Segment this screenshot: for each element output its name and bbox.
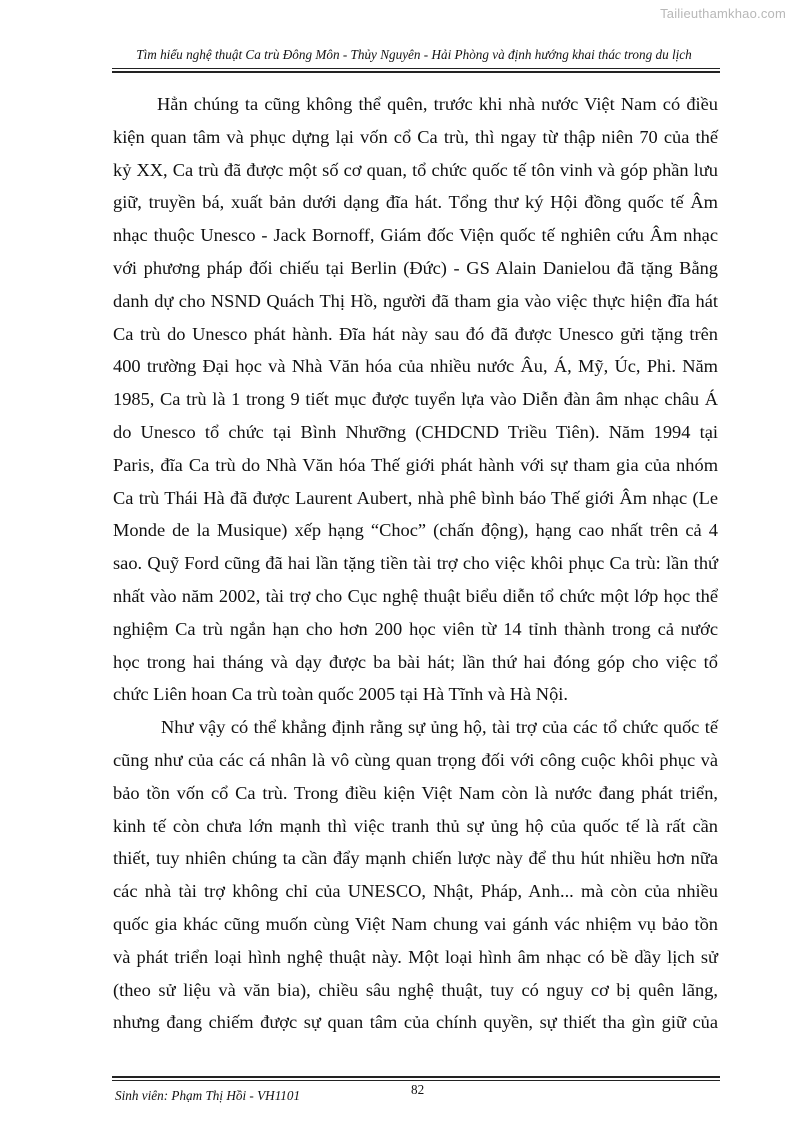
- paragraph-2-line: cũng như của các cá nhân là vô cùng quan trọng đối với công cuộc khôi phục và: [113, 749, 718, 770]
- footer-rule-thin: [112, 1080, 720, 1081]
- paragraph-2-line: thiết, tuy nhiên chúng ta cần đẩy mạnh chiến lược này để thu hút nhiều hơn nữa: [113, 848, 718, 869]
- paragraph-2-line: kinh tế còn chưa lớn mạnh thì việc tranh thủ sự ủng hộ của quốc tế là rất cần: [113, 815, 718, 836]
- body-text: [113, 88, 718, 1039]
- paragraph-2-line: nhưng đang chiếm được sự quan tâm của chính quyền, sự thiết tha gìn giữ của: [113, 1012, 718, 1033]
- paragraph-2-line: (theo sử liệu và văn bia), chiều sâu nghệ thuật, tuy có nguy cơ bị quên lãng,: [113, 979, 718, 1000]
- paragraph-1-line: giữ, truyền bá, xuất bản dưới dạng đĩa hát. Tổng thư ký Hội đồng quốc tế Âm: [113, 192, 718, 213]
- header-rule-thick: [112, 71, 720, 73]
- paragraph-1-line: nhạc thuộc Unesco - Jack Bornoff, Giám đốc Viện quốc tế nghiên cứu Âm nhạc: [113, 225, 718, 246]
- paragraph-2-line: bảo tồn vốn cổ Ca trù. Trong điều kiện Việt Nam còn là nước đang phát triển,: [113, 782, 718, 803]
- paragraph-1-line: Ca trù do Unesco phát hành. Đĩa hát này sau đó đã được Unesco gửi tặng trên: [113, 323, 718, 344]
- paragraph-1-line: do Unesco tổ chức tại Bình Nhưỡng (CHDCND Triều Tiên). Năm 1994 tại: [113, 421, 718, 442]
- footer-rule-thick: [112, 1076, 720, 1078]
- paragraph-2-line: quốc gia khác cũng muốn cùng Việt Nam chung vai gánh vác nhiệm vụ bảo tồn: [113, 913, 718, 934]
- watermark: Tailieuthamkhao.com: [660, 6, 786, 21]
- paragraph-1-line: Ca trù Thái Hà đã được Laurent Aubert, nhà phê bình báo Thế giới Âm nhạc (Le: [113, 487, 718, 508]
- paragraph-1-line: 400 trường Đại học và Nhà Văn hóa của nhiều nước Âu, Á, Mỹ, Úc, Phi. Năm: [113, 356, 718, 377]
- paragraph-1-line: kỷ XX, Ca trù đã được một số cơ quan, tổ chức quốc tế tôn vinh và góp phần lưu: [113, 159, 718, 180]
- paragraph-1-line: sao. Quỹ Ford cũng đã hai lần tặng tiền tài trợ cho việc khôi phục Ca trù: lần thứ: [113, 553, 718, 574]
- footer-author: Sinh viên: Phạm Thị Hồi - VH1101: [115, 1088, 301, 1103]
- running-header: Tìm hiểu nghệ thuật Ca trù Đông Môn - Thủy Nguyên - Hải Phòng và định hướng khai thác trong du lịch: [136, 47, 692, 62]
- paragraph-1-line: với phương pháp đối chiếu tại Berlin (Đức) - GS Alain Danielou đã tặng Bằng: [113, 257, 718, 278]
- paragraph-1-line: kiện quan tâm và phục dựng lại vốn cổ Ca trù, thì ngay từ thập niên 70 của thế: [113, 126, 718, 147]
- paragraph-2-line-1: Như vậy có thể khẳng định rằng sự ủng hộ, tài trợ của các tổ chức quốc tế: [161, 717, 718, 738]
- header-rule-thin: [112, 68, 720, 69]
- paragraph-1-line: 1985, Ca trù là 1 trong 9 tiết mục được tuyển lựa vào Diễn đàn âm nhạc châu Á: [113, 389, 718, 410]
- paragraph-1-line-1: Hẳn chúng ta cũng không thể quên, trước khi nhà nước Việt Nam có điều: [157, 94, 718, 114]
- paragraph-1-line: học trong hai tháng và dạy được ba bài hát; lần thứ hai đóng góp cho việc tổ: [113, 651, 718, 672]
- paragraph-1-line: nghiệm Ca trù ngắn hạn cho hơn 200 học viên từ 14 tỉnh thành trong cả nước: [113, 618, 718, 639]
- paragraph-1-line: nhất vào năm 2002, tài trợ cho Cục nghệ thuật biểu diễn tổ chức một lớp học thể: [113, 585, 718, 606]
- paragraph-2-line: các nhà tài trợ không chỉ của UNESCO, Nhật, Pháp, Anh... mà còn của nhiều: [113, 881, 718, 902]
- paragraph-1-line-last: chức Liên hoan Ca trù toàn quốc 2005 tại Hà Tĩnh và Hà Nội.: [113, 684, 568, 705]
- paragraph-1-line: Paris, đĩa Ca trù do Nhà Văn hóa Thế giới phát hành với sự tham gia của nhóm: [113, 454, 718, 475]
- paragraph-1-line: Monde de la Musique) xếp hạng “Choc” (chấn động), hạng cao nhất trên cả 4: [113, 520, 718, 541]
- paragraph-1-line: danh dự cho NSND Quách Thị Hồ, người đã tham gia vào việc thực hiện đĩa hát: [113, 290, 718, 311]
- paragraph-2-line: và phát triển loại hình nghệ thuật này. Một loại hình âm nhạc có bề dầy lịch sử: [113, 946, 718, 967]
- page-number: 82: [411, 1082, 425, 1097]
